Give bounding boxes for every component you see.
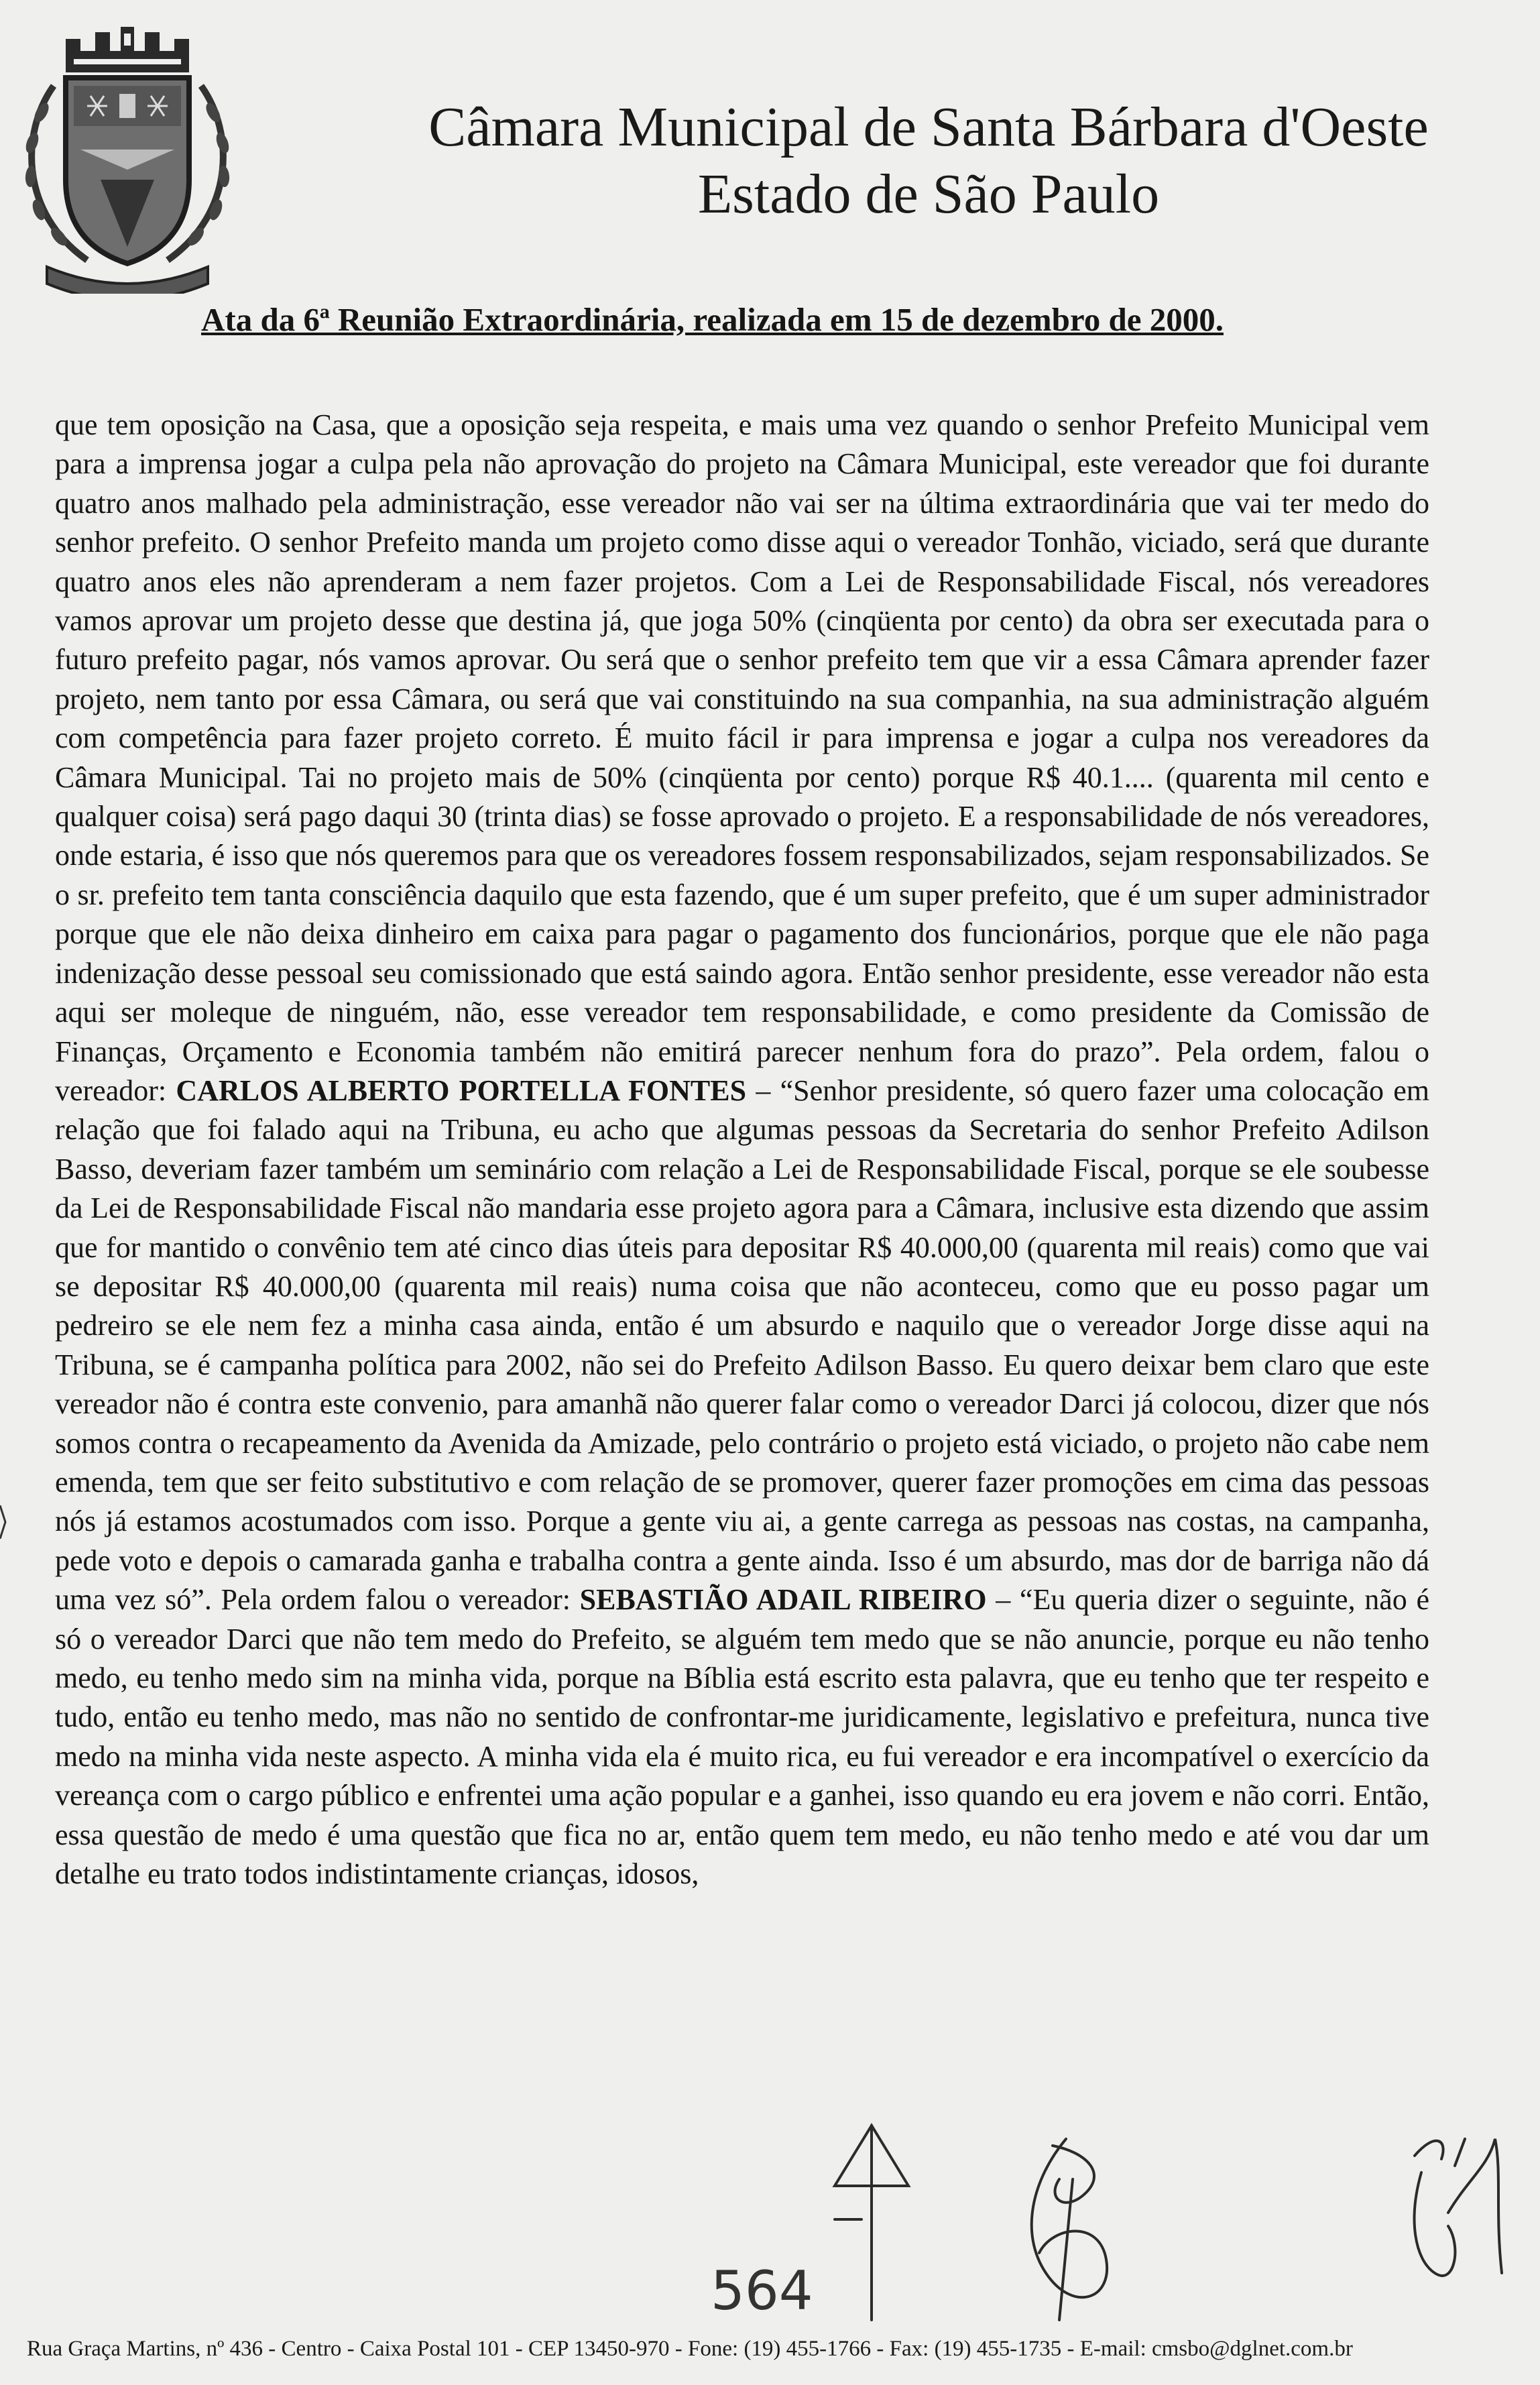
page-number: 564 xyxy=(711,2260,813,2322)
state-name: Estado de São Paulo xyxy=(697,163,1160,225)
institution-name: Câmara Municipal de Santa Bárbara d'Oeste xyxy=(428,96,1429,158)
paragraph-text: – “Eu queria dizer o seguinte, não é só o vereador Darci que não tem medo do Prefeito, se alguém tem medo que se não anuncie, porque eu não tenho medo, eu tenho medo sim na minha vida, porque na Bíblia está escrito esta palavra, que eu tenho que ter respeito e tudo, então eu tenho medo, mas não no sentido de confrontar-me juridicamente, legislativo e prefeitura, nunca tive medo na minha vida neste aspecto. A minha vida ela é muito rica, eu fui vereador e era incompatível o exercício da vereança com o cargo público e enfrentei uma ação popular e a ganhei, isso quando eu era jovem e não corri. Então, essa questão de medo é uma questão que fica no ar, então quem tem medo, eu não tenho medo e até vou dar um detalhe eu trato todos indistintamente crianças, idosos, xyxy=(55,1583,1430,1891)
minutes-title: Ata da 6ª Reunião Extraordinária, realizada em 15 de dezembro de 2000. xyxy=(201,301,1224,338)
municipal-coat-of-arms-icon xyxy=(7,12,248,294)
speaker-name: CARLOS ALBERTO PORTELLA FONTES xyxy=(176,1073,747,1107)
paragraph-text: que tem oposição na Casa, que a oposição seja respeita, e mais uma vez quando o senhor Prefeito Municipal vem para a imprensa jogar a culpa pela não aprovação do projeto na Câmara Municipal, este vereador que foi durante quatro anos malhado pela administração, esse vereador não vai ser na última extraordinária que vai ter medo do senhor prefeito. O senhor Prefeito manda um projeto como disse aqui o vereador Tonhão, viciado, será que durante quatro anos eles não aprenderam a nem fazer projetos. Com a Lei de Responsabilidade Fiscal, nós vereadores vamos aprovar um projeto desse que destina já, que joga 50% (cinqüenta por cento) da obra ser executada para o futuro prefeito pagar, nós vamos aprovar. Ou será que o senhor prefeito tem que vir a essa Câmara aprender fazer projeto, nem tanto por essa Câmara, ou será que vai constituindo na sua companhia, na sua administração alguém com competência para fazer projeto correto. É muito fácil ir para imprensa e jogar a culpa nos vereadores da Câmara Municipal. Tai no projeto mais de 50% (cinqüenta por cento) porque R$ 40.1.... (quarenta mil cento e qualquer coisa) será pago daqui 30 (trinta dias) se fosse aprovado o projeto. E a responsabilidade de nós vereadores, onde estaria, é isso que nós queremos para que os vereadores fossem responsabilizados, sejam responsabilizados. Se o sr. prefeito tem tanta consciência daquilo que esta fazendo, que é um super prefeito, que é um super administrador porque que ele não deixa dinheiro em caixa para pagar o pagamento dos funcionários, porque que ele não paga indenização desse pessoal seu comissionado que está saindo agora. Então senhor presidente, esse vereador não esta aqui ser moleque de ninguém, não, esse vereador tem responsabilidade, e como presidente da Comissão de Finanças, Orçamento e Economia também não emitirá parecer nenhum fora do prazo”. Pela ordem, falou o vereador: xyxy=(55,408,1429,1107)
binding-mark xyxy=(0,1505,7,1539)
paragraph-text: – “Senhor presidente, só quero fazer uma colocação em relação que foi falado aqui na Tribuna, eu acho que algumas pessoas da Secretaria do senhor Prefeito Adilson Basso, deveriam fazer também um seminário com relação a Lei de Responsabilidade Fiscal, porque se ele soubesse da Lei de Responsabilidade Fiscal não mandaria esse projeto agora para a Câmara, inclusive esta dizendo que assim que for mantido o convênio tem até cinco dias úteis para depositar R$ 40.000,00 (quarenta mil reais) como que vai se depositar R$ 40.000,00 (quarenta mil reais) numa coisa que não aconteceu, como que eu posso pagar um pedreiro se ele nem fez a minha casa ainda, então é um absurdo e naquilo que o vereador Jorge disse aqui na Tribuna, se é campanha política para 2002, não sei do Prefeito Adilson Basso. Eu quero deixar bem claro que este vereador não é contra este convenio, para amanhã não querer falar como o vereador Darci já colocou, dizer que nós somos contra o recapeamento da Avenida da Amizade, pelo contrário o projeto está viciado, o projeto não cabe nem emenda, tem que ser feito substitutivo e com relação de se promover, querer fazer promoções em cima das pessoas nós já estamos acostumados com isso. Porque a gente viu ai, a gente carrega as pessoas nas costas, na campanha, pede voto e depois o camarada ganha e trabalha contra a gente ainda. Isso é um absurdo, mas dor de barriga não dá uma vez só”. Pela ordem falou o vereador: xyxy=(55,1073,1429,1617)
minutes-body xyxy=(55,406,1429,1894)
handwritten-signatures xyxy=(831,2099,1515,2340)
footer-address: Rua Graça Martins, nº 436 - Centro - Caixa Postal 101 - CEP 13450-970 - Fone: (19) 455-1766 - Fax: (19) 455-1735 - E-mail: cmsbo@dglnet.com.br xyxy=(27,2337,1353,2361)
speaker-name: SEBASTIÃO ADAIL RIBEIRO xyxy=(579,1583,987,1617)
